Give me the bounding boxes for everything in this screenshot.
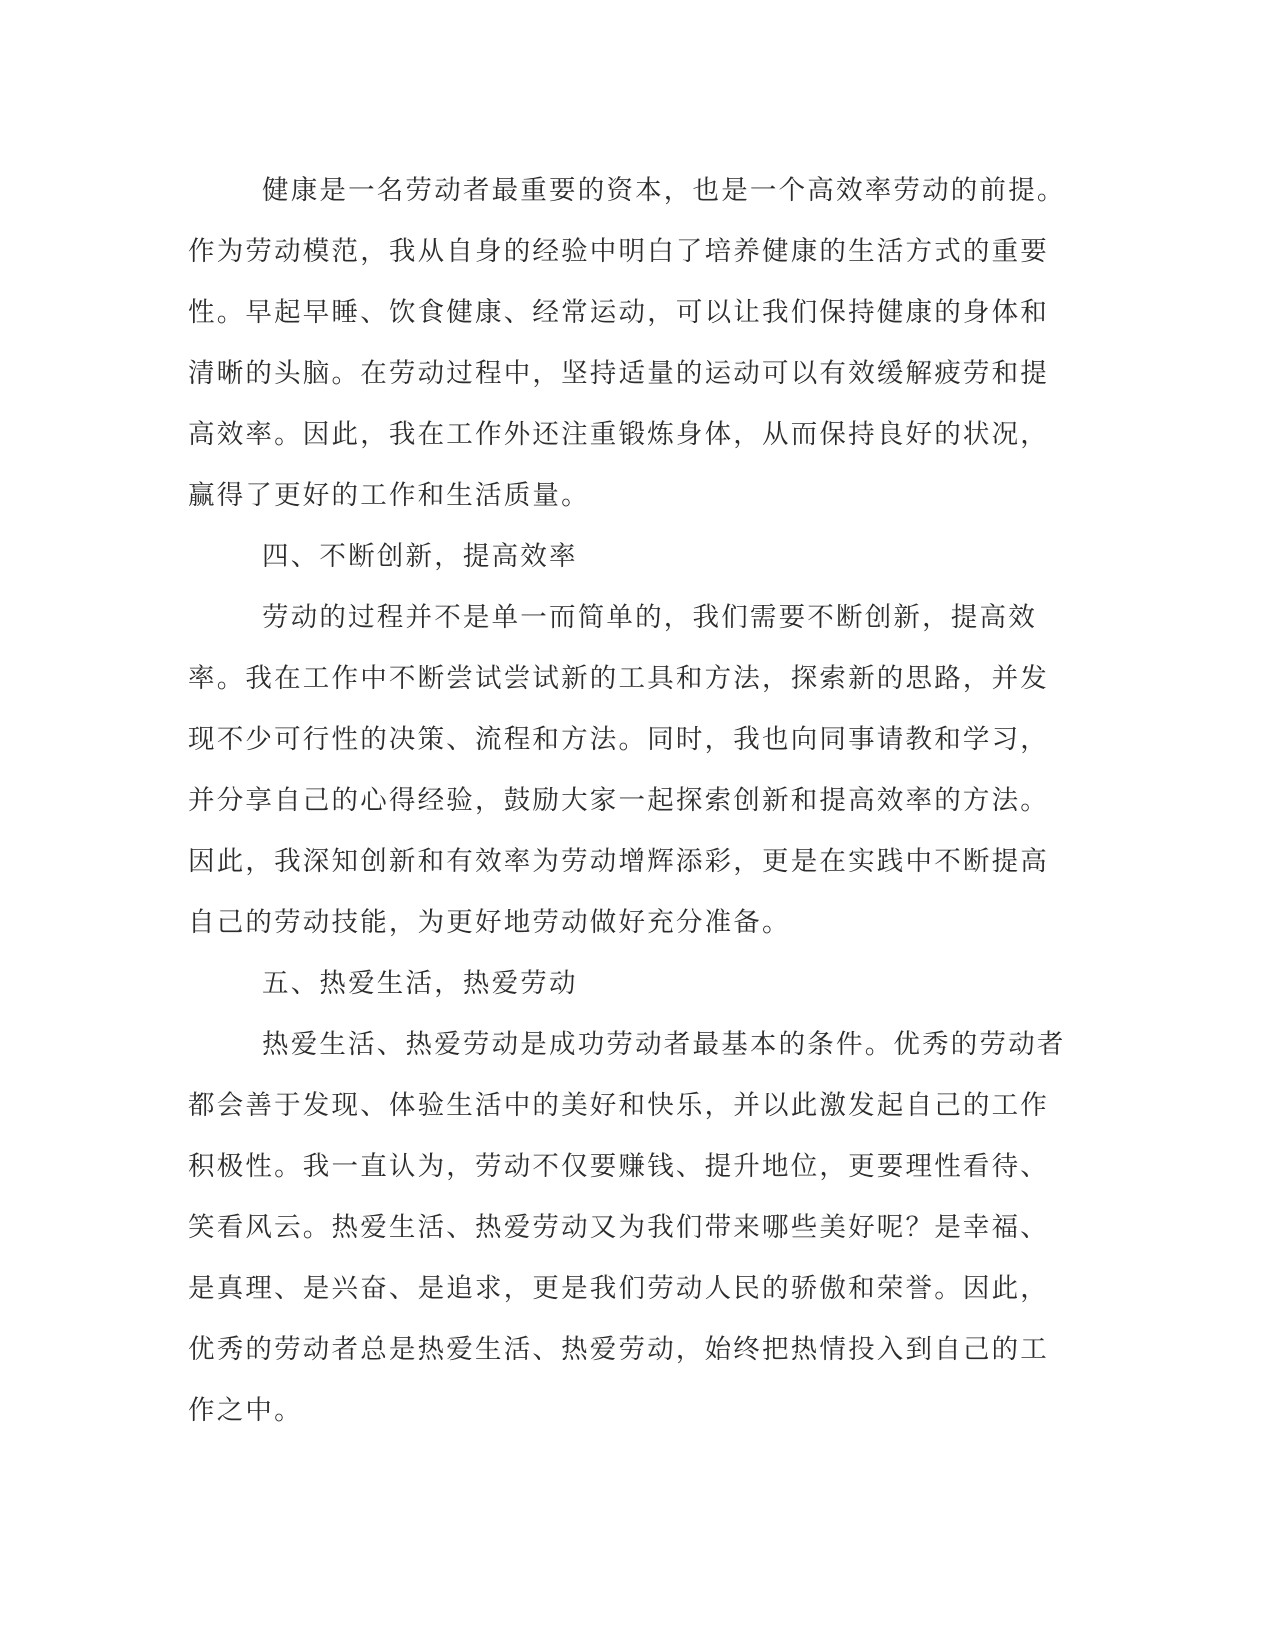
section-heading-love-life: 五、热爱生活，热爱劳动 [262,968,578,999]
paragraph-love-life: 热爱生活、热爱劳动是成功劳动者最基本的条件。优秀的劳动者都会善于发现、体验生活中的美好和快乐，并以此激发起自己的工作积极性。我一直认为，劳动不仅要赚钱、提升地位，更要理性看待、笑看风云。热爱生活、热爱劳动又为我们带来哪些美好呢？是幸福、是真理、是兴奋、是追求，更是我们劳动人民的骄傲和荣誉。因此，优秀的劳动者总是热爱生活、热爱劳动，始终把热情投入到自己的工作之中。 [188,1029,1066,1426]
paragraph-health: 健康是一名劳动者最重要的资本，也是一个高效率劳动的前提。作为劳动模范，我从自身的经验中明白了培养健康的生活方式的重要性。早起早睡、饮食健康、经常运动，可以让我们保持健康的身体和清晰的头脑。在劳动过程中，坚持适量的运动可以有效缓解疲劳和提高效率。因此，我在工作外还注重锻炼身体，从而保持良好的状况，赢得了更好的工作和生活质量。 [188,175,1066,511]
document-body [188,160,1068,1441]
paragraph-innovation: 劳动的过程并不是单一而简单的，我们需要不断创新，提高效率。我在工作中不断尝试尝试新的工具和方法，探索新的思路，并发现不少可行性的决策、流程和方法。同时，我也向同事请教和学习，并分享自己的心得经验，鼓励大家一起探索创新和提高效率的方法。因此，我深知创新和有效率为劳动增辉添彩，更是在实践中不断提高自己的劳动技能，为更好地劳动做好充分准备。 [188,602,1049,938]
section-heading-innovation: 四、不断创新，提高效率 [262,541,578,572]
